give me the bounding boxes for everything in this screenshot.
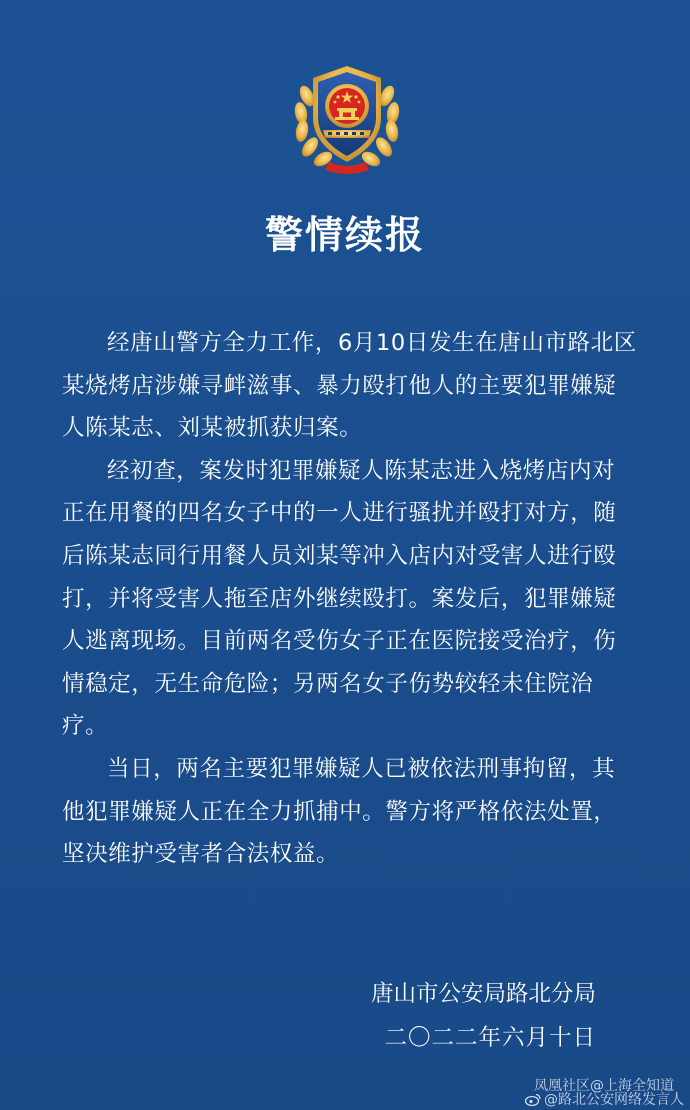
- notice-body: [62, 322, 638, 876]
- issuer-name: 唐山市公安局路北分局: [370, 981, 596, 1007]
- watermark-line-2: [525, 1091, 684, 1109]
- watermark-line-1: 凤凰社区@上海全知道: [534, 1078, 674, 1094]
- weibo-icon: [525, 1093, 541, 1106]
- police-emblem-icon: [285, 58, 409, 178]
- issue-date: 二〇二二年六月十日: [384, 1025, 596, 1051]
- paragraph-3: 当日，两名主要犯罪嫌疑人已被依法刑事拘留，其他犯罪嫌疑人正在全力抓捕中。警方将严格依法处置，坚决维护受害者合法权益。: [62, 755, 617, 868]
- paragraph-2: 经初查，案发时犯罪嫌疑人陈某志进入烧烤店内对正在用餐的四名女子中的一人进行骚扰并殴打对方，随后陈某志同行用餐人员刘某等冲入店内对受害人进行殴打，并将受害人拖至店外继续殴打。案发后，犯罪嫌疑人逃离现场。目前两名受伤女子正在医院接受治疗，伤情稳定，无生命危险；另两名女子伤势较轻未住院治疗。: [62, 457, 617, 740]
- watermark-account: @路北公安网络发言人: [544, 1092, 684, 1108]
- signature-block: [371, 972, 596, 1060]
- notice-title: 警情续报: [264, 213, 425, 257]
- paragraph-1: 经唐山警方全力工作，6月10日发生在唐山市路北区某烧烤店涉嫌寻衅滋事、暴力殴打他人的主要犯罪嫌疑人陈某志、刘某被抓获归案。: [62, 330, 637, 442]
